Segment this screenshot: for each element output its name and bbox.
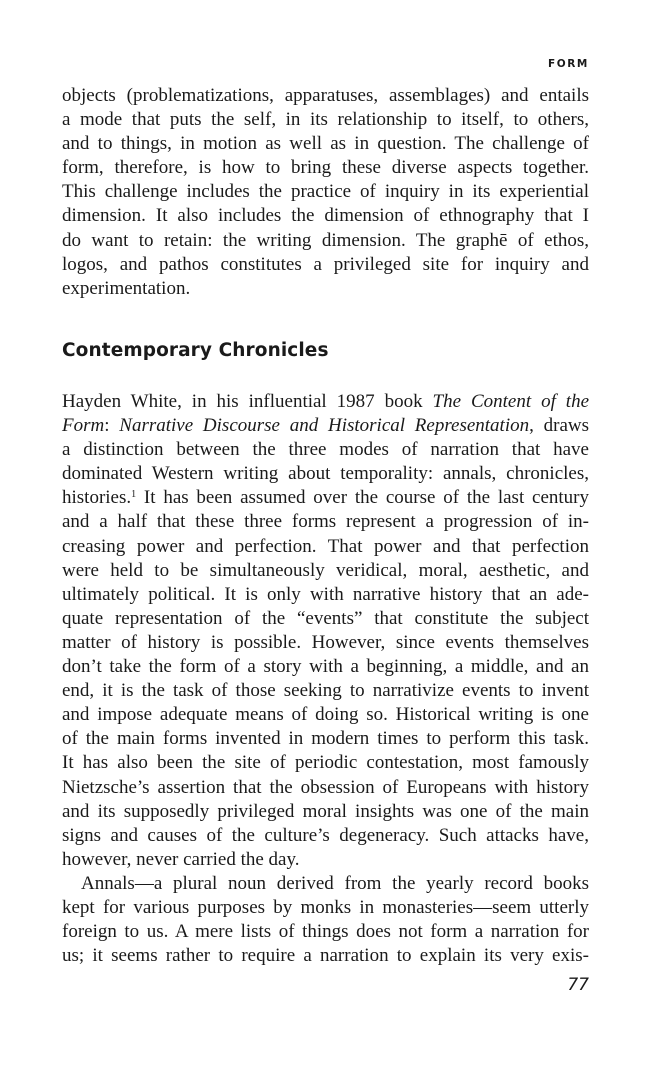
text-line: Annals—a plural noun derived from the yearly record books [81,872,589,894]
page-number: 77 [567,975,589,995]
text-line: and a half that these three forms represent a progression of in- [62,511,589,533]
text-line: a mode that puts the self, in its relationship to itself, to others, [62,109,589,131]
text-line: kept for various purposes by monks in monasteries—seem utterly [62,896,589,918]
text-line: signs and causes of the culture’s degeneracy. Such attacks have, [62,824,589,846]
text-line [62,390,589,414]
text-line: and to things, in motion as well as in question. The challenge of [62,133,589,155]
text-line: Nietzsche’s assertion that the obsession of Europeans with history [62,776,589,798]
text-run: histories. [62,487,132,509]
running-head: FORM [547,58,589,70]
text-line: us; it seems rather to require a narration to explain its very exis- [62,945,589,967]
text-line: were held to be simultaneously veridical, moral, aesthetic, and [62,559,589,581]
text-line: do want to retain: the writing dimension. The graphē of ethos, [62,229,589,251]
text-line: and its supposedly privileged moral insights was one of the main [62,800,589,822]
text-line: and impose adequate means of doing so. Historical writing is one [62,704,589,726]
text-run: Hayden White, in his influential 1987 book [62,391,433,412]
footnote-reference[interactable]: 1 [131,489,137,501]
text-line: dominated Western writing about temporality: annals, chronicles, [62,463,589,485]
text-line: form, therefore, is how to bring these diverse aspects together. [62,157,589,179]
book-title-italic: The Content of the [432,391,589,412]
text-line: objects (problematizations, apparatuses, assemblages) and entails [62,85,589,106]
text-line: logos, and pathos constitutes a privileged site for inquiry and [62,253,589,275]
text-line: experimentation. [62,277,191,299]
book-subtitle-italic: Narrative Discourse and Historical Representation [119,415,530,437]
book-page [62,0,589,1075]
text-line: a distinction between the three modes of narration that have [62,439,589,461]
text-line: It has also been the site of periodic contestation, most famously [62,752,589,774]
text-run: It has been assumed over the course of the last century [136,487,589,509]
text-line [62,414,589,438]
text-line: quate representation of the “events” that constitute the subject [62,607,589,629]
text-line: end, it is the task of those seeking to narrativize events to invent [62,680,589,702]
text-line: dimension. It also includes the dimension of ethnography that I [62,205,589,227]
section-heading: Contemporary Chronicles [62,340,329,361]
text-line: matter of history is possible. However, since events themselves [62,631,589,653]
text-line: creasing power and perfection. That power and that perfection [62,535,589,557]
text-line: don’t take the form of a story with a beginning, a middle, and an [62,656,589,678]
text-line: however, never carried the day. [62,848,300,870]
text-run: : [104,415,120,437]
paragraph-2 [62,390,589,968]
text-line: ultimately political. It is only with narrative history that an ade- [62,583,589,605]
text-line: of the main forms invented in modern times to perform this task. [62,728,589,750]
text-run: , draws [529,415,589,437]
text-line: foreign to us. A mere lists of things does not form a narration for [62,921,589,943]
paragraph-1 [62,84,589,301]
text-line: This challenge includes the practice of inquiry in its experiential [62,181,589,203]
text-line [62,486,589,510]
book-title-italic: Form [62,415,105,437]
